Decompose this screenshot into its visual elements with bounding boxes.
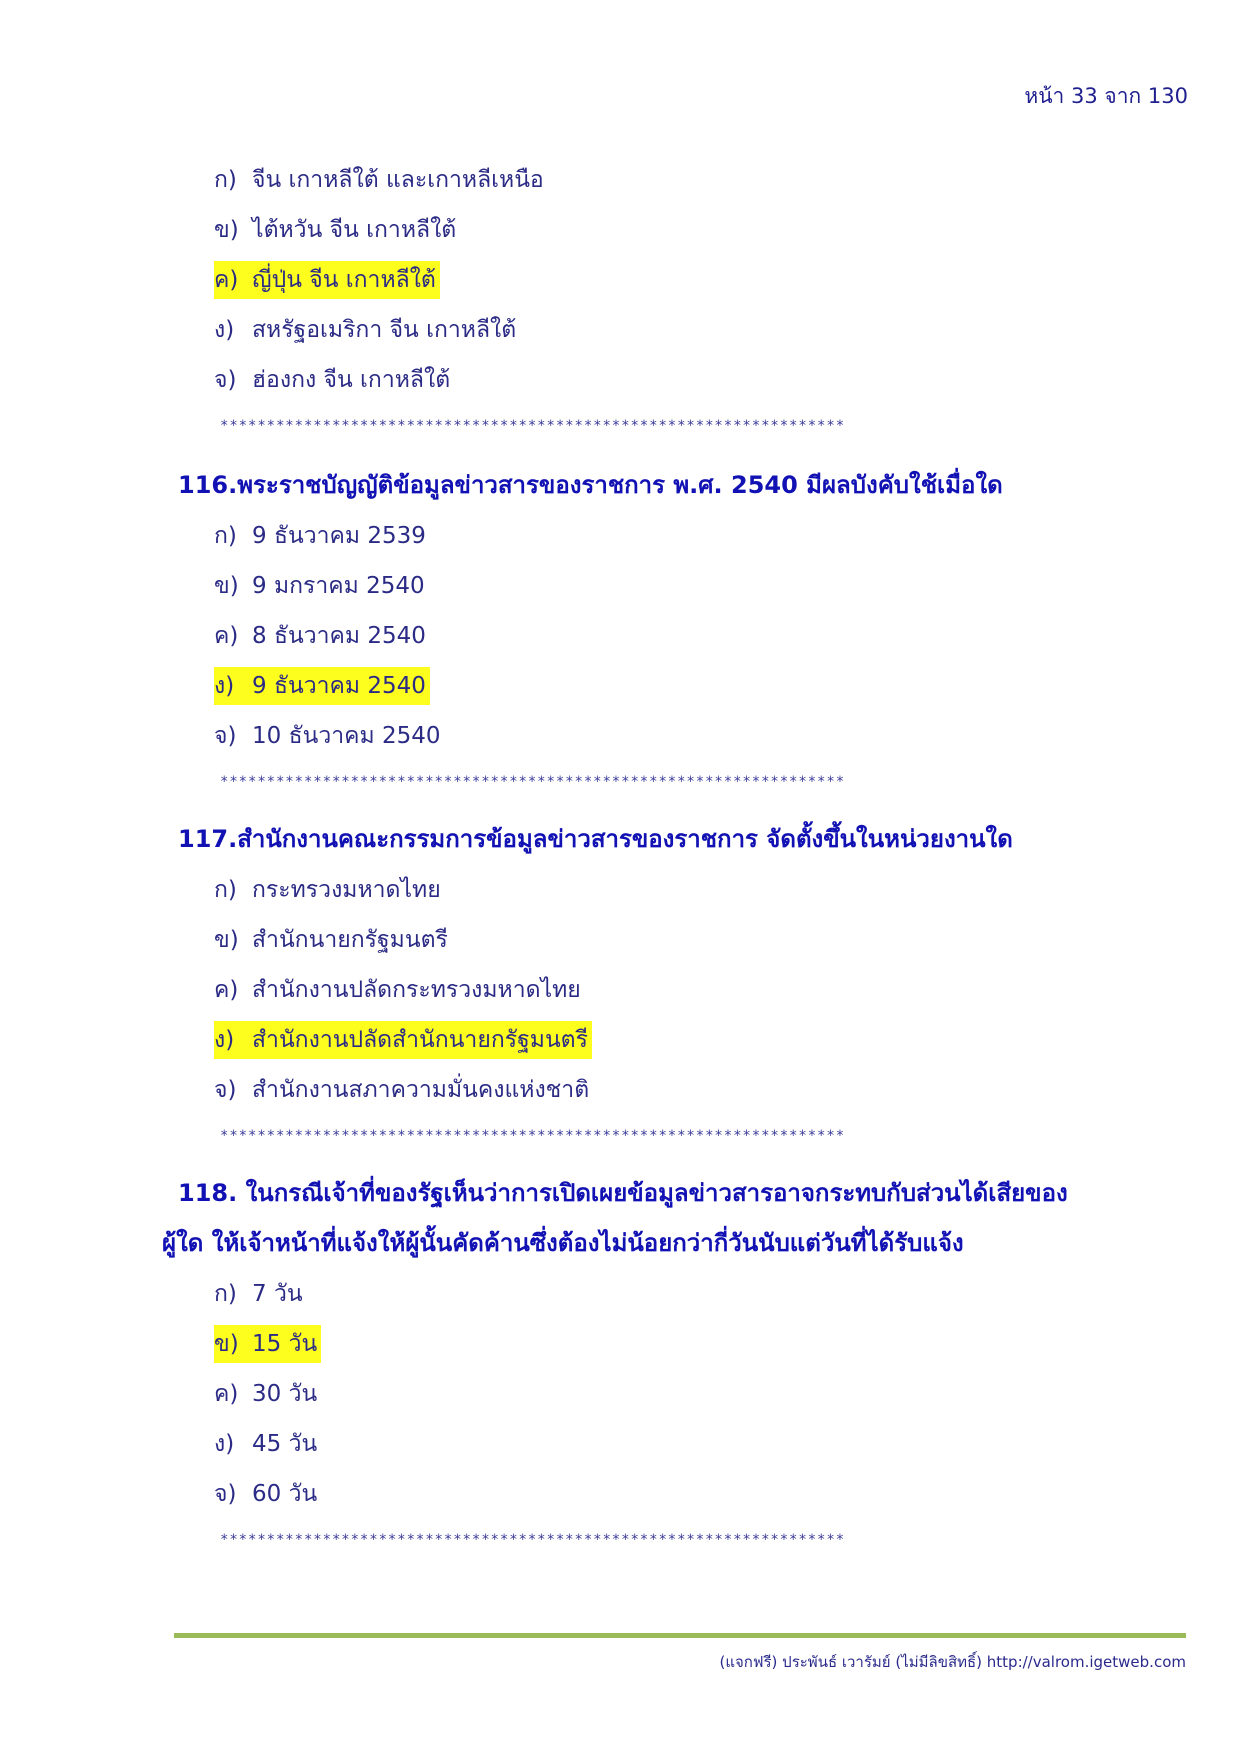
q117-choice-e: จ) สำนักงานสภาความมั่นคงแห่งชาติ — [214, 1077, 590, 1103]
footer-text: (แจกฟรี) ประพันธ์ เวารัมย์ (ไม่มีลิขสิทธิ์) http://valrom.igetweb.com — [719, 1653, 1186, 1671]
q115-choice-c-answer: ค) ญี่ปุ่น จีน เกาหลีใต้ — [214, 261, 440, 299]
q116-choice-e: จ) 10 ธันวาคม 2540 — [214, 723, 441, 749]
q117-choice-d-answer: ง) สำนักงานปลัดสำนักนายกรัฐมนตรี — [214, 1021, 592, 1059]
footer-divider — [174, 1633, 1186, 1638]
q117-choice-c: ค) สำนักงานปลัดกระทรวงมหาดไทย — [214, 977, 581, 1003]
separator: ******************************************************************* — [220, 774, 846, 790]
question-118-line2: ผู้ใด ให้เจ้าหน้าที่แจ้งให้ผู้นั้นคัดค้านซึ่งต้องไม่น้อยกว่ากี่วันนับแต่วันที่ได้รับแจ้ง — [162, 1229, 964, 1257]
q116-choice-c: ค) 8 ธันวาคม 2540 — [214, 623, 426, 649]
q118-choice-e: จ) 60 วัน — [214, 1481, 318, 1507]
separator: ******************************************************************* — [220, 1532, 846, 1548]
q115-choice-b: ข) ไต้หวัน จีน เกาหลีใต้ — [214, 217, 457, 243]
q118-choice-a: ก) 7 วัน — [214, 1281, 303, 1307]
q115-choice-d: ง) สหรัฐอเมริกา จีน เกาหลีใต้ — [214, 317, 517, 343]
q117-choice-b: ข) สำนักนายกรัฐมนตรี — [214, 927, 448, 953]
q116-choice-b: ข) 9 มกราคม 2540 — [214, 573, 425, 599]
q118-choice-d: ง) 45 วัน — [214, 1431, 318, 1457]
q115-choice-e: จ) ฮ่องกง จีน เกาหลีใต้ — [214, 367, 451, 393]
page-header: หน้า 33 จาก 130 — [1024, 84, 1188, 108]
separator: ******************************************************************* — [220, 1128, 846, 1144]
q116-choice-d-answer: ง) 9 ธันวาคม 2540 — [214, 667, 430, 705]
q116-choice-a: ก) 9 ธันวาคม 2539 — [214, 523, 426, 549]
q115-choice-a: ก) จีน เกาหลีใต้ และเกาหลีเหนือ — [214, 167, 544, 193]
q118-choice-b-answer: ข) 15 วัน — [214, 1325, 321, 1363]
q118-choice-c: ค) 30 วัน — [214, 1381, 318, 1407]
question-118-line1: 118. ในกรณีเจ้าที่ของรัฐเห็นว่าการเปิดเผยข้อมูลข่าวสารอาจกระทบกับส่วนได้เสียของ — [178, 1179, 1068, 1207]
separator: ******************************************************************* — [220, 418, 846, 434]
q117-choice-a: ก) กระทรวงมหาดไทย — [214, 877, 441, 903]
question-116: 116.พระราชบัญญัติข้อมูลข่าวสารของราชการ พ.ศ. 2540 มีผลบังคับใช้เมื่อใด — [178, 471, 1003, 499]
question-117: 117.สำนักงานคณะกรรมการข้อมูลข่าวสารของราชการ จัดตั้งขึ้นในหน่วยงานใด — [178, 825, 1013, 853]
